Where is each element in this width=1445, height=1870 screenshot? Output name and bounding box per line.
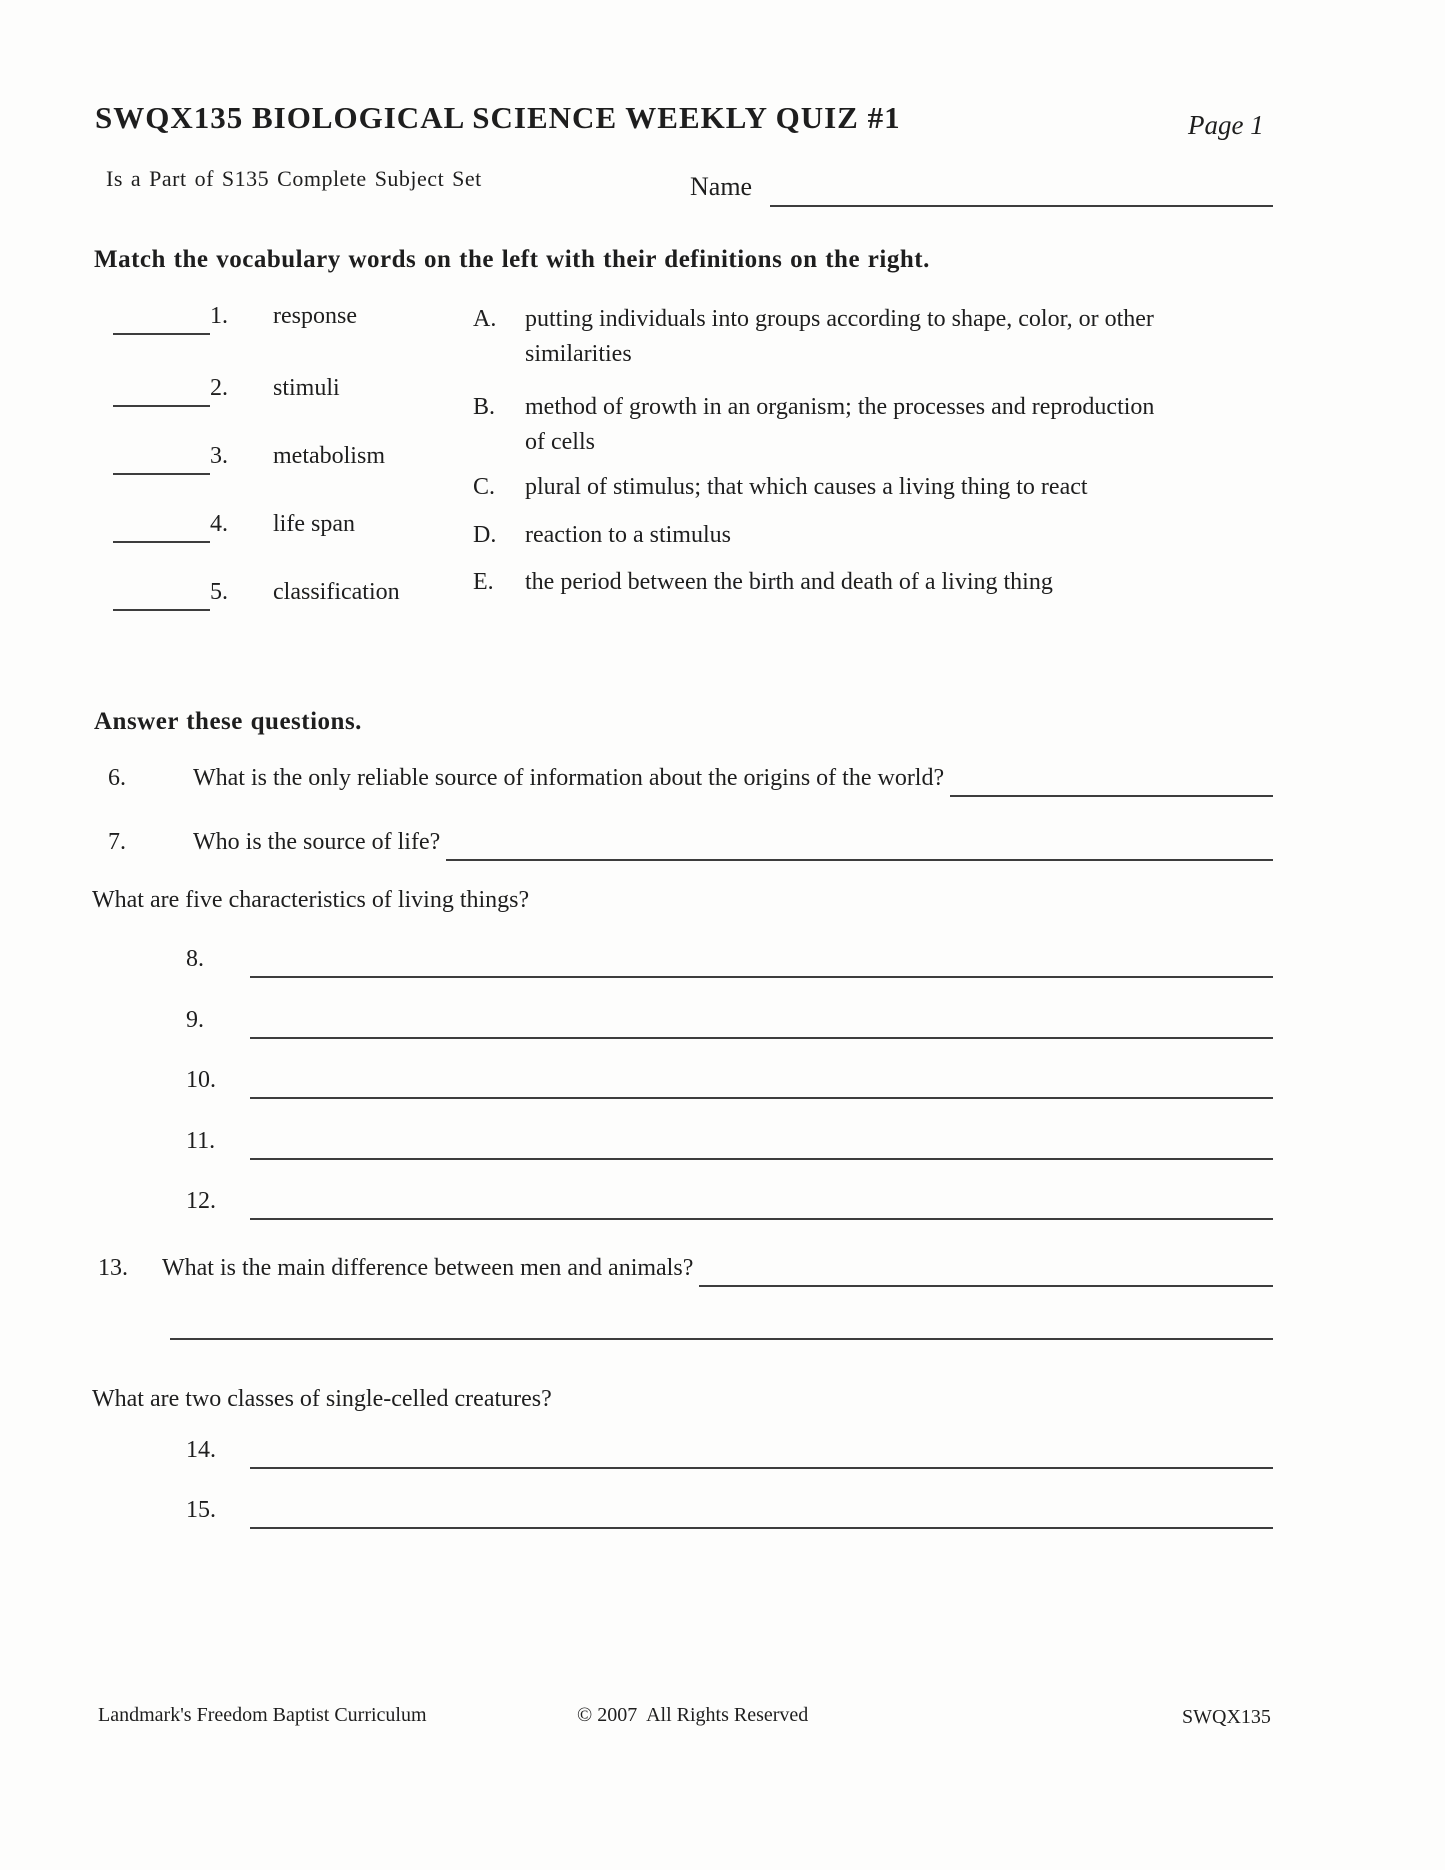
name-label: Name bbox=[690, 172, 753, 201]
definition-letter: D. bbox=[473, 522, 497, 548]
answer-line-9[interactable] bbox=[250, 1004, 1273, 1039]
name-row bbox=[690, 168, 1273, 207]
answer-row-10 bbox=[186, 1064, 1273, 1099]
question-text: Who is the source of life? bbox=[193, 829, 441, 855]
term-word: classification bbox=[273, 579, 400, 605]
definition-row-B bbox=[473, 390, 1155, 460]
match-blank-5[interactable] bbox=[113, 576, 210, 611]
answer-line-13a[interactable] bbox=[699, 1252, 1273, 1287]
match-row-5 bbox=[113, 576, 400, 611]
answer-number: 11. bbox=[186, 1128, 216, 1154]
term-number: 4. bbox=[210, 511, 228, 537]
answer-line-15[interactable] bbox=[250, 1494, 1273, 1529]
answer-line-6[interactable] bbox=[950, 762, 1273, 797]
name-line[interactable] bbox=[770, 168, 1273, 207]
definition-row-E bbox=[473, 565, 1053, 600]
answer-row-14 bbox=[186, 1434, 1273, 1469]
definition-letter: C. bbox=[473, 474, 496, 500]
answer-line-10[interactable] bbox=[250, 1064, 1273, 1099]
answer-row-11 bbox=[186, 1125, 1273, 1160]
subtitle: Is a Part of S135 Complete Subject Set bbox=[106, 166, 482, 191]
match-row-3 bbox=[113, 440, 385, 475]
term-word: stimuli bbox=[273, 375, 340, 401]
answer-line-13b[interactable] bbox=[170, 1338, 1273, 1340]
question-number: 6. bbox=[108, 765, 126, 791]
question-number: 13. bbox=[98, 1255, 128, 1281]
definition-text: plural of stimulus; that which causes a living thing to react bbox=[525, 474, 1088, 500]
definition-letter: E. bbox=[473, 569, 494, 595]
match-row-4 bbox=[113, 508, 355, 543]
answer-row-8 bbox=[186, 943, 1273, 978]
term-number: 3. bbox=[210, 443, 228, 469]
definition-text: reaction to a stimulus bbox=[525, 522, 731, 548]
answer-row-9 bbox=[186, 1004, 1273, 1039]
page-number: Page 1 bbox=[1188, 110, 1264, 140]
footer-center: © 2007 All Rights Reserved bbox=[577, 1704, 809, 1726]
match-blank-2[interactable] bbox=[113, 372, 210, 407]
match-row-1 bbox=[113, 300, 357, 335]
prompt-two-classes: What are two classes of single-celled creatures? bbox=[92, 1386, 552, 1412]
definition-letter: A. bbox=[473, 306, 497, 332]
answer-line-8[interactable] bbox=[250, 943, 1273, 978]
footer-right: SWQX135 bbox=[1182, 1706, 1271, 1728]
answer-row-12 bbox=[186, 1185, 1273, 1220]
definition-letter: B. bbox=[473, 394, 496, 420]
definition-text: the period between the birth and death of a living thing bbox=[525, 569, 1053, 595]
question-text: What is the only reliable source of information about the origins of the world? bbox=[193, 765, 945, 791]
answer-number: 9. bbox=[186, 1007, 204, 1033]
question-7 bbox=[108, 826, 1273, 861]
answer-line-14[interactable] bbox=[250, 1434, 1273, 1469]
term-word: metabolism bbox=[273, 443, 385, 469]
match-row-2 bbox=[113, 372, 340, 407]
answer-line-12[interactable] bbox=[250, 1185, 1273, 1220]
answer-number: 15. bbox=[186, 1497, 216, 1523]
answer-number: 14. bbox=[186, 1437, 216, 1463]
footer-left: Landmark's Freedom Baptist Curriculum bbox=[98, 1704, 427, 1726]
term-number: 5. bbox=[210, 579, 228, 605]
definition-row-C bbox=[473, 470, 1088, 505]
answer-row-15 bbox=[186, 1494, 1273, 1529]
term-number: 1. bbox=[210, 303, 228, 329]
answer-line-7[interactable] bbox=[446, 826, 1273, 861]
term-word: life span bbox=[273, 511, 355, 537]
question-number: 7. bbox=[108, 829, 126, 855]
definition-row-D bbox=[473, 518, 731, 553]
page-title: SWQX135 BIOLOGICAL SCIENCE WEEKLY QUIZ #1 bbox=[95, 100, 901, 135]
match-blank-3[interactable] bbox=[113, 440, 210, 475]
match-blank-1[interactable] bbox=[113, 300, 210, 335]
answer-line-11[interactable] bbox=[250, 1125, 1273, 1160]
answer-number: 12. bbox=[186, 1188, 216, 1214]
definition-text: method of growth in an organism; the processes and reproduction of cells bbox=[525, 394, 1155, 455]
match-blank-4[interactable] bbox=[113, 508, 210, 543]
answer-number: 10. bbox=[186, 1067, 216, 1093]
matching-instruction: Match the vocabulary words on the left with their definitions on the right. bbox=[94, 246, 930, 273]
prompt-five-characteristics: What are five characteristics of living things? bbox=[92, 887, 530, 913]
definition-text: putting individuals into groups according to shape, color, or other similarities bbox=[525, 306, 1154, 367]
question-6 bbox=[108, 762, 1273, 797]
question-13 bbox=[98, 1252, 1273, 1287]
questions-heading: Answer these questions. bbox=[94, 708, 362, 735]
term-number: 2. bbox=[210, 375, 228, 401]
answer-number: 8. bbox=[186, 946, 204, 972]
question-text: What is the main difference between men and animals? bbox=[162, 1255, 694, 1281]
term-word: response bbox=[273, 303, 357, 329]
definition-row-A bbox=[473, 302, 1235, 372]
